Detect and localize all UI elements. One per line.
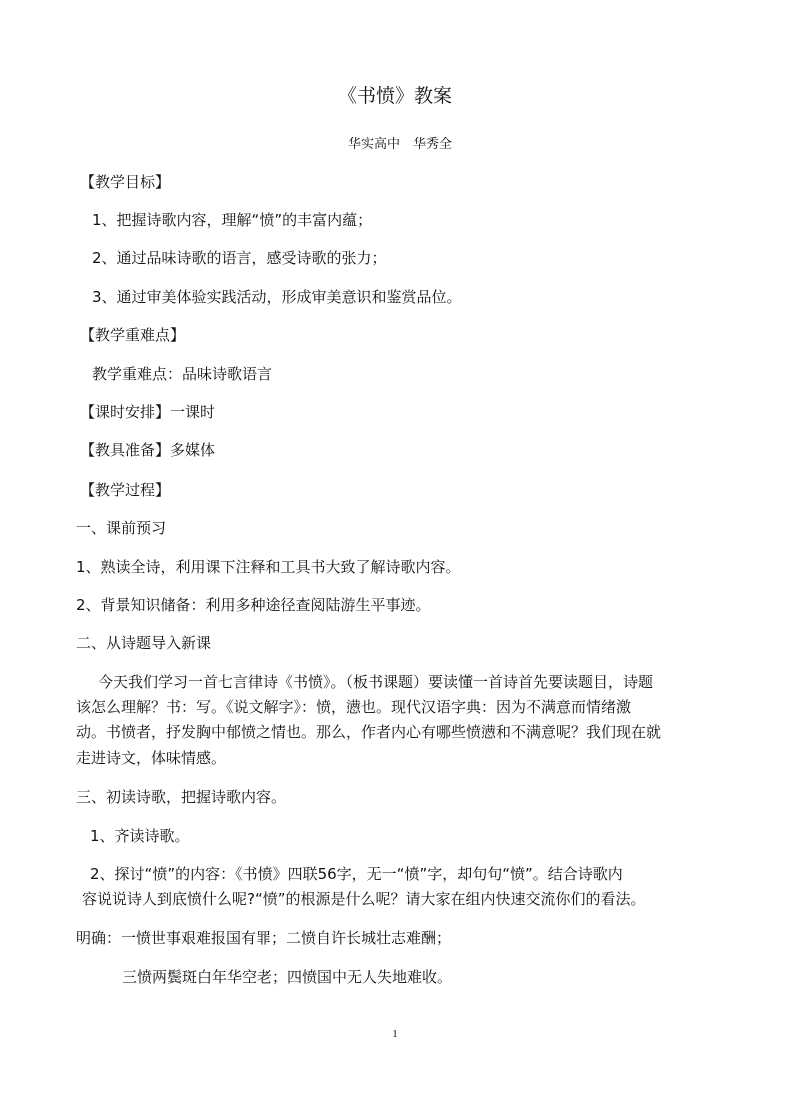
part1-heading: 一、课前预习	[76, 519, 167, 537]
difficulty-heading: 【教学重难点】	[80, 326, 186, 344]
part2-line: 今天我们学习一首七言律诗《书愤》。（板书课题）要读懂一首诗首先要读题目，诗题	[98, 673, 654, 691]
part1-item: 1、熟读全诗，利用课下注释和工具书大致了解诗歌内容。	[76, 558, 461, 576]
process-heading: 【教学过程】	[80, 481, 171, 499]
part2-line: 动。书愤者，抒发胸中郁愤之情也。那么，作者内心有哪些愤懑和不满意呢？我们现在就	[76, 723, 662, 741]
objective-item: 2、通过品味诗歌的语言，感受诗歌的张力；	[92, 249, 387, 267]
clarify-line: 三愤两鬓斑白年华空老；四愤国中无人失地难收。	[122, 968, 453, 986]
clarify-line: 明确：一愤世事艰难报国有罪；二愤自许长城壮志难酬；	[76, 929, 452, 947]
part3-item-line: 容说说诗人到底愤什么呢?“愤”的根源是什么呢？请大家在组内快速交流你们的看法。	[82, 890, 646, 908]
page-number: 1	[392, 1028, 398, 1040]
part3-item-line: 2、探讨“愤”的内容：《书愤》四联56字，无一“愤”字，却句句“愤”。结合诗歌内	[90, 865, 623, 883]
part2-line: 走进诗文，体味情感。	[76, 749, 227, 767]
objective-item: 1、把握诗歌内容，理解“愤”的丰富内蕴；	[92, 211, 373, 229]
part3-item: 1、齐读诗歌。	[90, 827, 190, 845]
part2-heading: 二、从诗题导入新课	[76, 634, 212, 652]
part3-heading: 三、初读诗歌，把握诗歌内容。	[76, 788, 287, 806]
part1-item: 2、背景知识储备：利用多种途径查阅陆游生平事迹。	[76, 596, 431, 614]
objective-item: 3、通过审美体验实践活动，形成审美意识和鉴赏品位。	[92, 288, 462, 306]
schedule-line: 【课时安排】一课时	[80, 403, 216, 421]
difficulty-text: 教学重难点：品味诗歌语言	[92, 365, 273, 383]
tools-line: 【教具准备】多媒体	[80, 441, 216, 459]
objectives-heading: 【教学目标】	[80, 173, 171, 191]
author-line: 华实高中 华秀全	[347, 137, 452, 152]
document-title: 《书愤》教案	[337, 85, 452, 107]
part2-line: 该怎么理解？书：写。《说文解字》：愤，懑也。现代汉语字典：因为不满意而情绪激	[76, 698, 632, 716]
